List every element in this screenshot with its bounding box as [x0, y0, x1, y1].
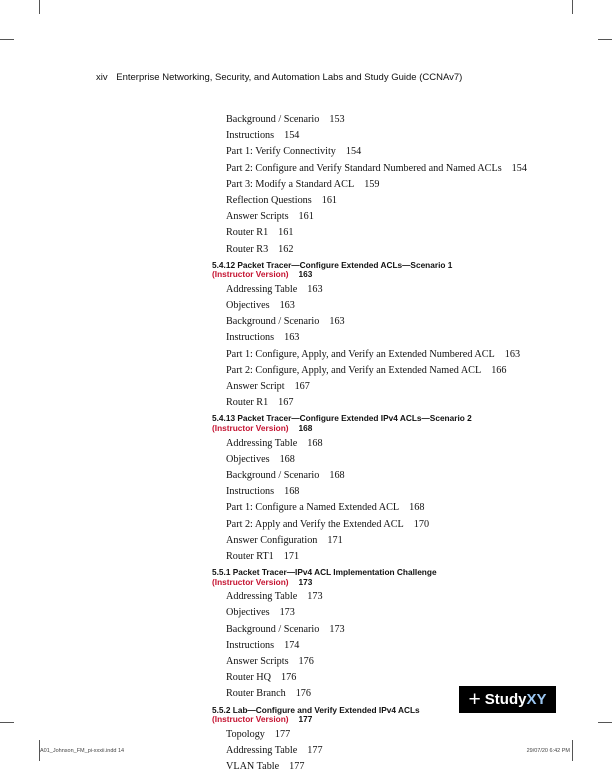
section-page: 173 [298, 576, 313, 587]
instructor-version-label: (Instructor Version) [212, 714, 289, 725]
crop-mark [598, 722, 612, 723]
toc-entry[interactable] [226, 533, 572, 549]
instructor-version-label: (Instructor Version) [212, 269, 289, 280]
toc-entry[interactable] [226, 589, 572, 605]
toc-group [212, 112, 572, 258]
toc-group [212, 282, 572, 412]
crop-mark [0, 39, 14, 40]
toc-entry-page: 174 [284, 639, 300, 651]
toc-entry-page: 176 [281, 672, 297, 684]
toc-entry-title: Topology [226, 728, 265, 740]
toc-entry-title: Addressing Table [226, 744, 298, 756]
toc-entry[interactable] [226, 727, 572, 743]
toc-entry[interactable] [226, 622, 572, 638]
footer-file-name: A01_Johnson_FM_pi-xxxii.indd 14 [40, 748, 125, 754]
toc-entry[interactable] [226, 549, 572, 565]
toc-entry-page: 177 [274, 728, 291, 740]
toc-entry[interactable] [226, 468, 572, 484]
section-title: 5.4.13 Packet Tracer—Configure Extended IPv4 ACLs—Scenario 2 [212, 413, 472, 424]
toc-entry[interactable] [226, 347, 572, 363]
toc-entry[interactable] [226, 193, 572, 209]
toc-entry-page: 166 [491, 364, 507, 376]
toc-entry-title: Instructions [226, 639, 275, 651]
toc-entry[interactable] [226, 161, 572, 177]
toc-entry[interactable] [226, 225, 572, 241]
toc-entry-title: Addressing Table [226, 591, 298, 603]
toc-entry-page: 163 [279, 300, 295, 312]
toc-entry-page: 163 [284, 332, 300, 344]
section-page: 168 [298, 422, 313, 433]
toc-section-heading[interactable] [212, 414, 572, 433]
toc-entry[interactable] [226, 379, 572, 395]
book-title: Enterprise Networking, Security, and Automation Labs and Study Guide (CCNAv7) [116, 72, 463, 83]
section-title: 5.5.1 Packet Tracer—IPv4 ACL Implementation Challenge [212, 567, 437, 578]
toc-entry[interactable] [226, 112, 572, 128]
toc-entry-title: Background / Scenario [226, 316, 320, 328]
toc-entry-page: 171 [283, 550, 300, 562]
footer-timestamp: 29/07/20 6:42 PM [526, 748, 570, 754]
table-of-contents [212, 112, 572, 775]
toc-entry[interactable] [226, 314, 572, 330]
toc-entry-title: Part 1: Configure, Apply, and Verify an Extended Numbered ACL [226, 348, 495, 360]
toc-entry-page: 163 [329, 316, 345, 328]
toc-entry-title: Router RT1 [226, 550, 274, 562]
toc-group [212, 727, 572, 775]
toc-entry[interactable] [226, 638, 572, 654]
toc-entry-page: 168 [284, 486, 300, 498]
toc-entry-page: 177 [307, 744, 323, 756]
toc-entry-page: 173 [307, 591, 323, 603]
toc-entry-title: Objectives [226, 300, 270, 312]
toc-entry-page: 161 [298, 211, 314, 223]
toc-entry-title: Part 1: Verify Connectivity [226, 146, 336, 158]
toc-section-heading[interactable] [212, 261, 572, 280]
instructor-version-label: (Instructor Version) [212, 422, 289, 433]
toc-entry-title: Instructions [226, 130, 275, 142]
toc-entry[interactable] [226, 209, 572, 225]
toc-entry[interactable] [226, 282, 572, 298]
toc-entry-page: 153 [329, 114, 345, 125]
toc-group [212, 436, 572, 566]
toc-entry-page: 154 [345, 146, 362, 158]
toc-entry-title: Addressing Table [226, 283, 298, 295]
toc-entry-title: Reflection Questions [226, 194, 312, 206]
toc-entry-title: Part 1: Configure a Named Extended ACL [226, 502, 400, 514]
toc-entry-title: Part 3: Modify a Standard ACL [226, 178, 355, 190]
toc-entry-title: Objectives [226, 607, 270, 619]
toc-entry-title: Addressing Table [226, 437, 298, 449]
toc-entry-title: Answer Configuration [226, 534, 318, 546]
toc-section-heading[interactable] [212, 568, 572, 587]
toc-entry-title: VLAN Table [226, 761, 280, 773]
toc-entry-title: Background / Scenario [226, 469, 320, 481]
toc-entry-title: Router R1 [226, 227, 269, 239]
toc-entry-page: 171 [327, 534, 343, 546]
running-header [96, 72, 462, 83]
crop-mark [572, 0, 573, 14]
toc-entry[interactable] [226, 484, 572, 500]
toc-entry[interactable] [226, 144, 572, 160]
studyxy-logo [459, 686, 556, 713]
logo-xy-text: XY [526, 691, 547, 708]
toc-entry-title: Part 2: Apply and Verify the Extended ACL [226, 518, 404, 530]
toc-entry[interactable] [226, 517, 572, 533]
toc-entry-page: 173 [279, 607, 295, 619]
section-page: 163 [298, 269, 313, 280]
toc-entry[interactable] [226, 759, 572, 775]
toc-entry-page: 168 [409, 502, 425, 514]
toc-entry[interactable] [226, 330, 572, 346]
toc-entry-page: 162 [278, 243, 294, 255]
toc-entry-page: 154 [511, 162, 527, 174]
toc-entry-title: Router HQ [226, 672, 271, 684]
toc-entry-page: 163 [307, 283, 323, 295]
toc-entry-title: Answer Scripts [226, 211, 289, 223]
toc-entry-page: 170 [413, 518, 430, 530]
toc-entry-page: 161 [321, 194, 338, 206]
toc-entry-page: 167 [278, 397, 294, 409]
toc-entry-title: Router Branch [226, 688, 286, 700]
toc-entry-page: 176 [298, 656, 314, 667]
toc-entry-page: 154 [284, 130, 300, 142]
toc-entry[interactable] [226, 605, 572, 621]
toc-entry[interactable] [226, 242, 572, 258]
section-page: 177 [298, 714, 313, 725]
toc-entry-page: 173 [329, 623, 345, 635]
toc-entry[interactable] [226, 670, 572, 686]
instructor-version-label: (Instructor Version) [212, 576, 289, 587]
toc-entry-title: Router R3 [226, 243, 269, 255]
toc-entry-title: Background / Scenario [226, 114, 320, 125]
toc-entry-page: 176 [295, 688, 311, 700]
toc-entry[interactable] [226, 654, 572, 670]
section-title: 5.5.2 Lab—Configure and Verify Extended IPv4 ACLs [212, 704, 420, 715]
crop-mark [572, 740, 573, 761]
toc-entry-page: 168 [279, 453, 295, 465]
toc-entry-title: Part 2: Configure and Verify Standard Numbered and Named ACLs [226, 162, 502, 174]
toc-entry[interactable] [226, 298, 572, 314]
toc-entry-page: 167 [294, 381, 310, 392]
toc-entry-page: 177 [289, 761, 305, 773]
page-number: xiv [96, 72, 108, 83]
toc-entry-page: 159 [364, 178, 380, 190]
toc-entry-title: Answer Script [226, 381, 285, 392]
toc-entry-title: Part 2: Configure, Apply, and Verify an Extended Named ACL [226, 364, 482, 376]
toc-entry[interactable] [226, 395, 572, 411]
toc-entry-title: Instructions [226, 486, 275, 498]
toc-entry-page: 168 [329, 469, 345, 481]
crop-mark [598, 39, 612, 40]
crop-mark [39, 0, 40, 14]
toc-entry-title: Objectives [226, 453, 270, 465]
logo-study-text: Study [484, 691, 527, 708]
toc-entry[interactable] [226, 500, 572, 516]
toc-entry-page: 161 [278, 227, 294, 239]
toc-entry[interactable] [226, 363, 572, 379]
toc-entry-title: Background / Scenario [226, 623, 320, 635]
toc-entry-title: Router R1 [226, 397, 269, 409]
toc-entry[interactable] [226, 743, 572, 759]
toc-entry-title: Answer Scripts [226, 656, 289, 667]
section-title: 5.4.12 Packet Tracer—Configure Extended ACLs—Scenario 1 [212, 259, 453, 270]
plus-icon: + [468, 688, 481, 711]
toc-entry-page: 168 [307, 437, 323, 449]
toc-entry[interactable] [226, 128, 572, 144]
toc-entry-title: Instructions [226, 332, 275, 344]
toc-entry[interactable] [226, 452, 572, 468]
toc-entry[interactable] [226, 436, 572, 452]
toc-entry[interactable] [226, 177, 572, 193]
toc-entry-page: 163 [504, 348, 521, 360]
crop-mark [0, 722, 14, 723]
